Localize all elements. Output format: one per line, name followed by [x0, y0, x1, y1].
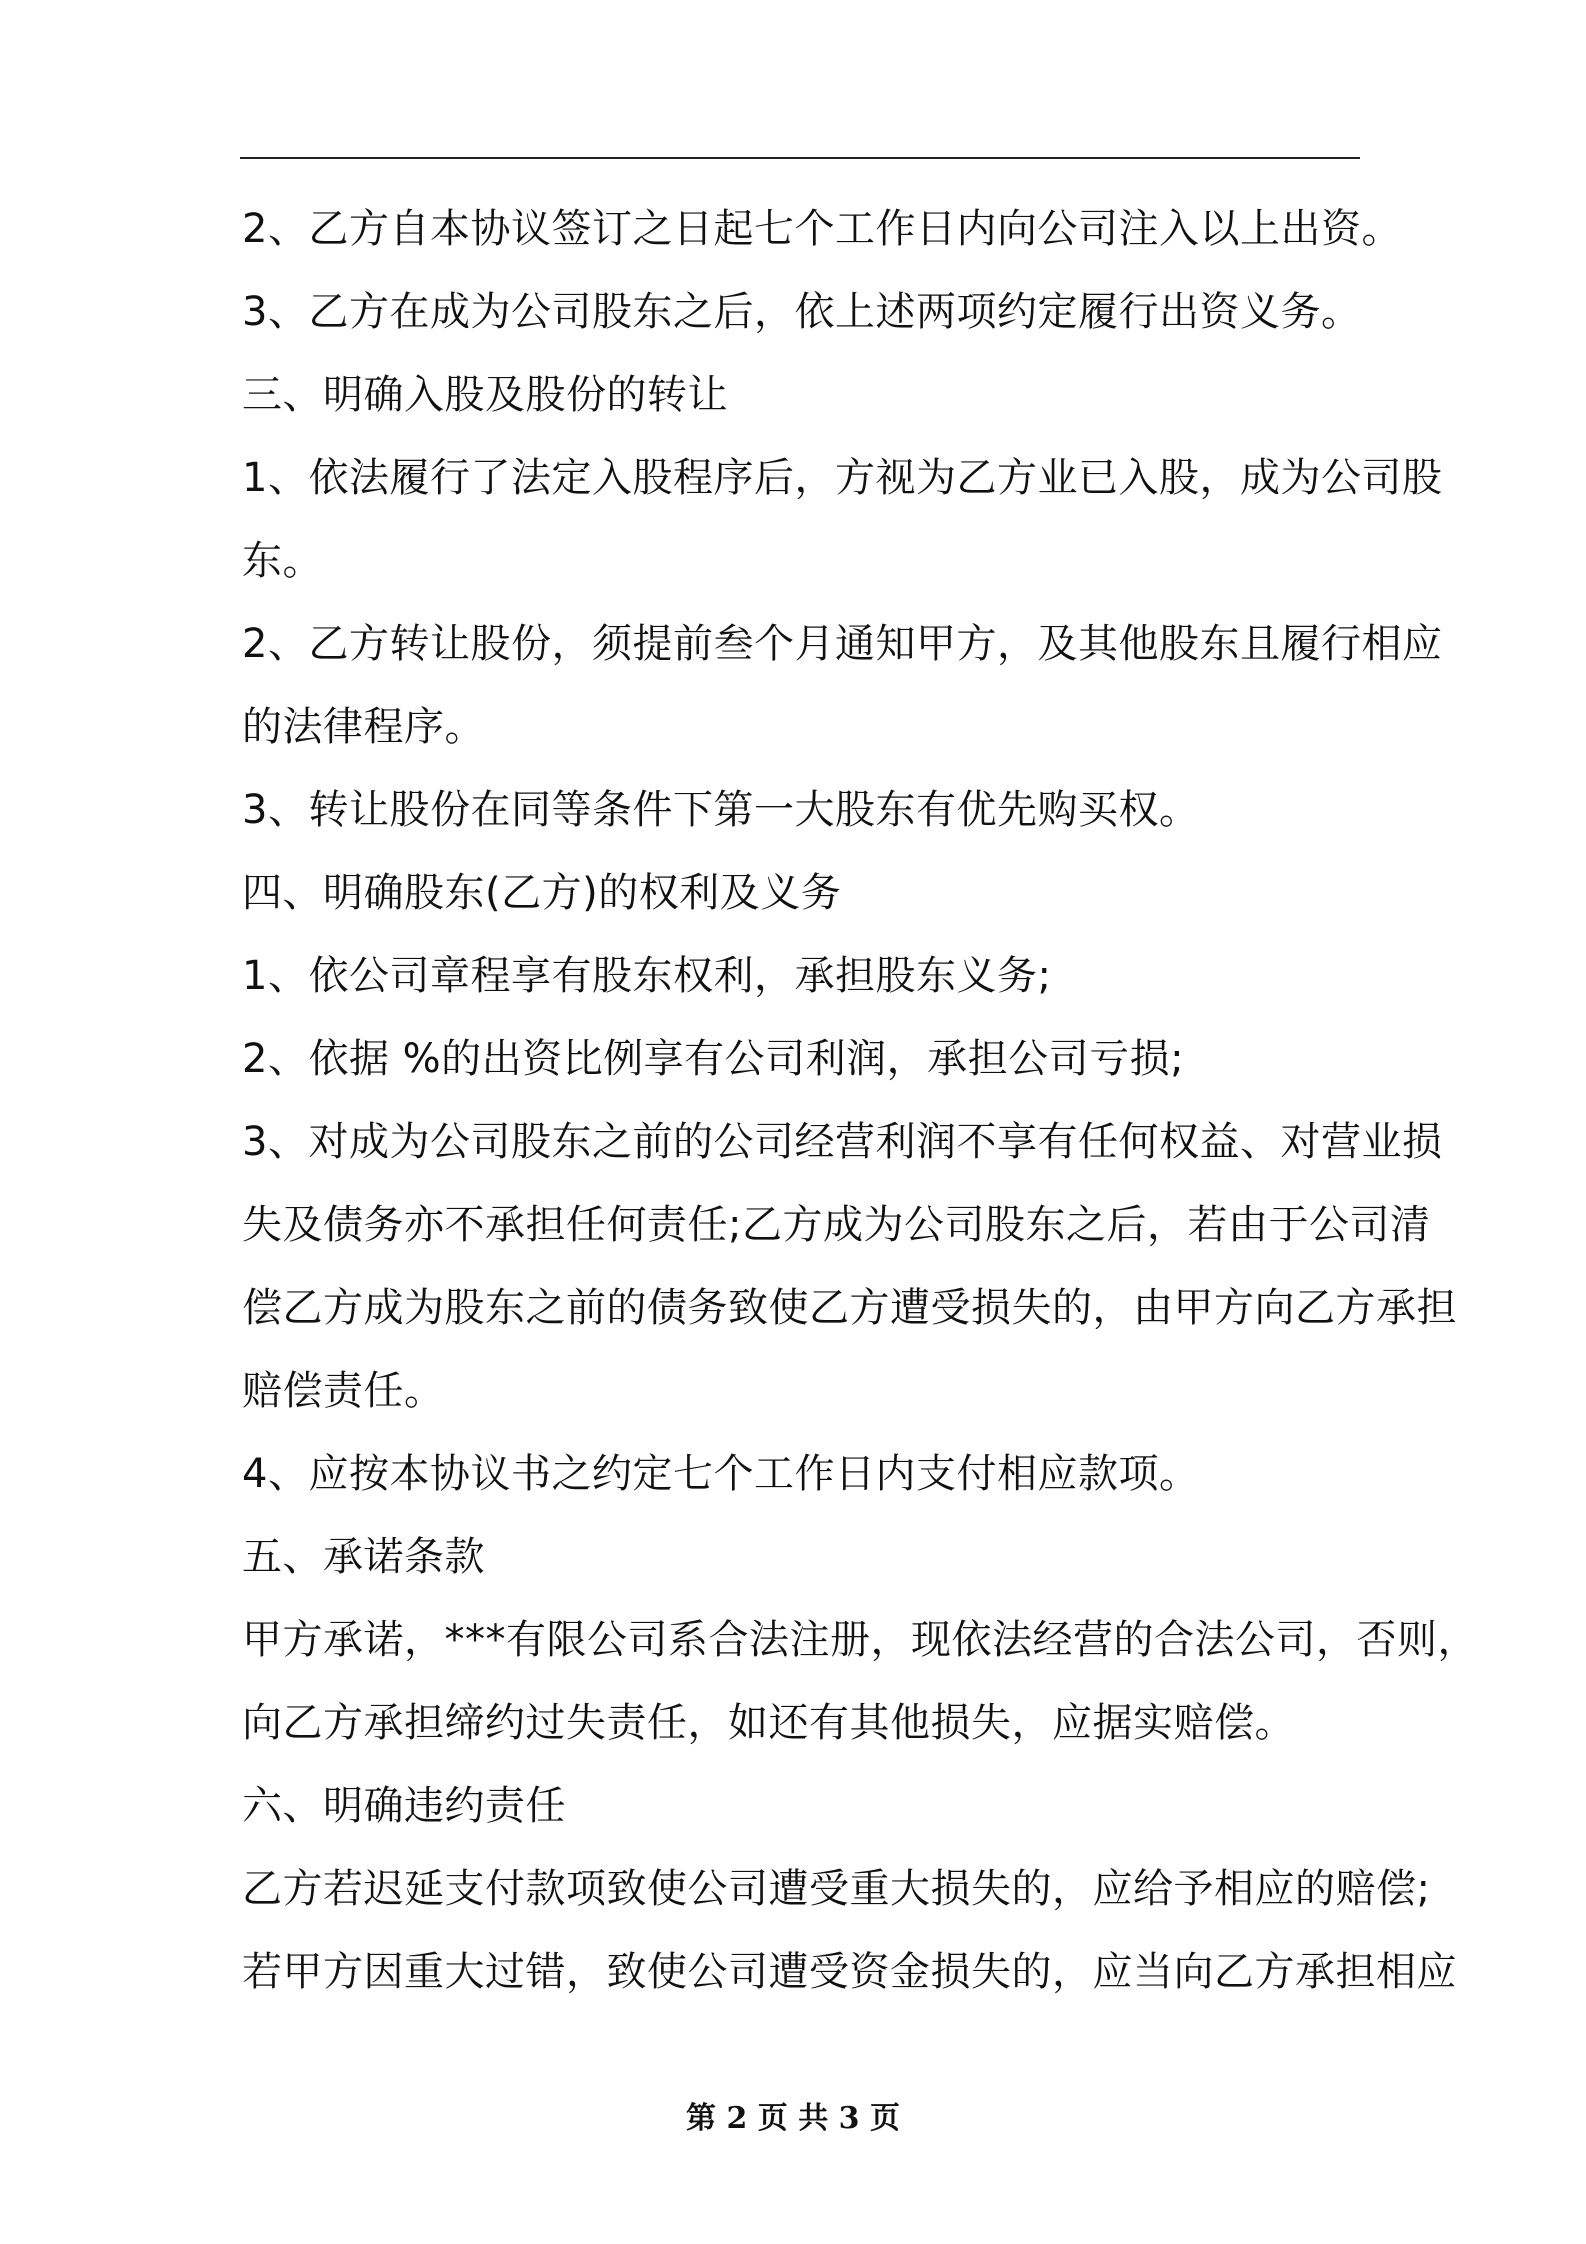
text-line: 1、依法履行了法定入股程序后，方视为乙方业已入股，成为公司股: [242, 455, 1443, 501]
document-body: [242, 194, 1478, 2020]
text-line: 3、乙方在成为公司股东之后，依上述两项约定履行出资义务。: [242, 289, 1362, 335]
section-heading: 五、承诺条款: [242, 1534, 485, 1580]
text-line: 2、乙方自本协议签订之日起七个工作日内向公司注入以上出资。: [242, 206, 1402, 252]
text-line: 2、乙方转让股份，须提前叁个月通知甲方，及其他股东且履行相应: [242, 621, 1443, 667]
text-line: 向乙方承担缔约过失责任，如还有其他损失，应据实赔偿。: [242, 1700, 1295, 1746]
section-heading: 三、明确入股及股份的转让: [242, 372, 728, 418]
header-rule: [240, 157, 1360, 159]
text-line: 的法律程序。: [242, 704, 485, 750]
section-heading: 六、明确违约责任: [242, 1783, 566, 1829]
text-line: 赔偿责任。: [242, 1368, 445, 1414]
page-number-footer: 第 2 页 共 3 页: [686, 2101, 900, 2136]
text-line: 甲方承诺，***有限公司系合法注册，现依法经营的合法公司，否则，: [242, 1617, 1478, 1663]
text-line: 4、应按本协议书之约定七个工作日内支付相应款项。: [242, 1451, 1200, 1497]
text-line: 乙方若迟延支付款项致使公司遭受重大损失的，应给予相应的赔偿;: [242, 1866, 1431, 1912]
text-line: 偿乙方成为股东之前的债务致使乙方遭受损失的，由甲方向乙方承担: [242, 1285, 1457, 1331]
text-line: 若甲方因重大过错，致使公司遭受资金损失的，应当向乙方承担相应: [242, 1949, 1457, 1995]
text-line: 2、依据 %的出资比例享有公司利润，承担公司亏损;: [242, 1036, 1185, 1082]
section-heading: 四、明确股东(乙方)的权利及义务: [242, 870, 842, 916]
text-line: 失及债务亦不承担任何责任;乙方成为公司股东之后，若由于公司清: [242, 1202, 1431, 1248]
text-line: 1、依公司章程享有股东权利，承担股东义务;: [242, 953, 1052, 999]
text-line: 3、转让股份在同等条件下第一大股东有优先购买权。: [242, 787, 1200, 833]
text-line: 东。: [242, 538, 323, 584]
text-line: 3、对成为公司股东之前的公司经营利润不享有任何权益、对营业损: [242, 1119, 1443, 1165]
